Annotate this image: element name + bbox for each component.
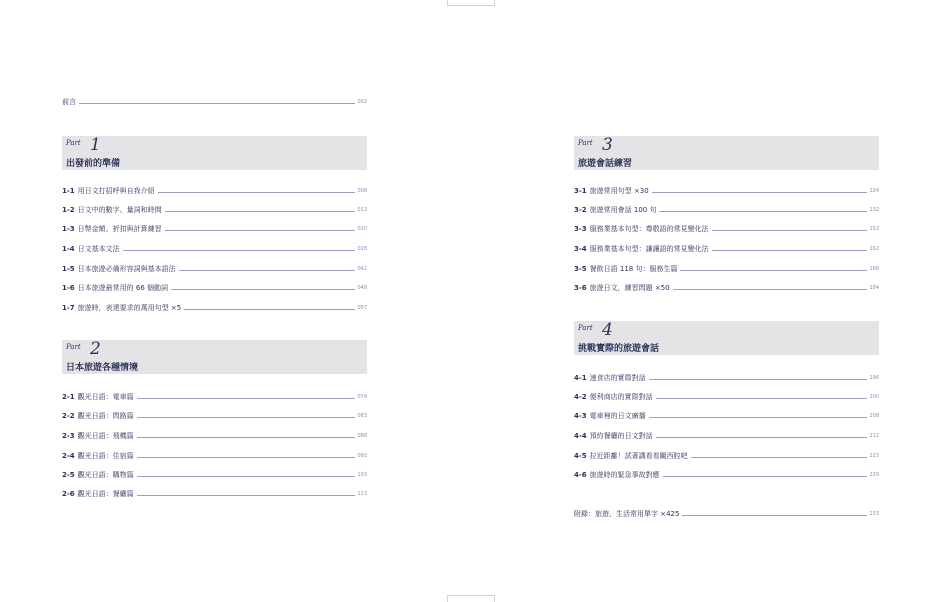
toc-page-number: 028 bbox=[357, 246, 367, 252]
toc-page-number: 229 bbox=[869, 472, 879, 478]
toc-entry[interactable] bbox=[62, 243, 367, 255]
part-title: 日本旅遊各種情境 bbox=[66, 363, 139, 373]
leader-line bbox=[673, 289, 868, 290]
leader-line bbox=[137, 457, 356, 458]
toc-page-number: 048 bbox=[357, 285, 367, 291]
toc-entry-number: 4-1 bbox=[574, 374, 587, 382]
toc-entry-number: 1-4 bbox=[62, 245, 75, 253]
toc-entry-text: 觀光日語：電車篇 bbox=[77, 393, 134, 401]
leader-line bbox=[663, 476, 868, 477]
toc-entry-number: 4-6 bbox=[574, 471, 587, 479]
toc-entry[interactable] bbox=[62, 391, 367, 403]
toc-page-number: 124 bbox=[869, 188, 879, 194]
toc-entry-number: 2-3 bbox=[62, 432, 75, 440]
toc-entry[interactable] bbox=[574, 372, 879, 384]
toc-entry[interactable] bbox=[62, 223, 367, 235]
toc-entry-number: 3-3 bbox=[574, 225, 587, 233]
toc-entry-number: 2-1 bbox=[62, 393, 75, 401]
toc-entry-number: 4-2 bbox=[574, 393, 587, 401]
toc-entry[interactable] bbox=[574, 185, 879, 197]
toc-entry-text: 旅遊常用會話 100 句 bbox=[589, 206, 657, 214]
part-number: 3 bbox=[602, 135, 613, 155]
toc-entry-text: 日本旅遊最常用的 66 個動詞 bbox=[77, 284, 169, 292]
toc-entry-number: 3-6 bbox=[574, 284, 587, 292]
toc-entry-number: 3-2 bbox=[574, 206, 587, 214]
part-number: 1 bbox=[90, 135, 101, 155]
toc-page-number: 113 bbox=[357, 491, 367, 497]
toc-entry[interactable] bbox=[62, 488, 367, 500]
toc-entry-number: 4-4 bbox=[574, 432, 587, 440]
part-label: Part bbox=[578, 324, 593, 332]
toc-entry-number: 3-4 bbox=[574, 245, 587, 253]
toc-entry[interactable] bbox=[62, 430, 367, 442]
leader-line bbox=[79, 103, 355, 104]
toc-entry[interactable] bbox=[62, 185, 367, 197]
toc-entry-text: 旅遊時，表達要求的萬用句型 ×5 bbox=[77, 304, 182, 312]
leader-line bbox=[171, 289, 355, 290]
part-title: 挑戰實際的旅遊會話 bbox=[578, 344, 660, 354]
toc-page-number: 074 bbox=[357, 394, 367, 400]
leader-line bbox=[158, 192, 356, 193]
toc-entry-number: 2-6 bbox=[62, 490, 75, 498]
leader-line bbox=[137, 398, 356, 399]
toc-entry-number: 1-6 bbox=[62, 284, 75, 292]
toc-entry-text: 日幣金額、折扣與計算練習 bbox=[77, 225, 162, 233]
toc-entry[interactable] bbox=[574, 204, 879, 216]
toc-entry-text: 旅遊時的緊急事故對應 bbox=[589, 471, 660, 479]
toc-page-number: 088 bbox=[357, 433, 367, 439]
toc-entry[interactable] bbox=[62, 204, 367, 216]
part-title: 出發前的準備 bbox=[66, 159, 121, 169]
toc-entry-text: 服務業基本句型：謙讓語的常見變化法 bbox=[589, 245, 709, 253]
toc-page-number: 013 bbox=[357, 207, 367, 213]
toc-page-number: 200 bbox=[869, 394, 879, 400]
toc-page-number: 223 bbox=[869, 453, 879, 459]
toc-entry[interactable] bbox=[62, 450, 367, 462]
toc-entry-text: 觀光日語：住宿篇 bbox=[77, 452, 134, 460]
part-number: 2 bbox=[90, 339, 101, 359]
toc-entry-text: 觀光日語：餐廳篇 bbox=[77, 490, 134, 498]
toc-page-number: 057 bbox=[357, 305, 367, 311]
toc-entry[interactable] bbox=[62, 263, 367, 275]
toc-entry-text: 日文中的數字、量詞和時間 bbox=[77, 206, 162, 214]
toc-page-number: 002 bbox=[357, 99, 367, 105]
toc-entry-number: 1-3 bbox=[62, 225, 75, 233]
toc-entry-text: 日文基本文法 bbox=[77, 245, 120, 253]
part-title: 旅遊會話練習 bbox=[578, 159, 633, 169]
toc-entry-text: 服務業基本句型：尊敬語的常見變化法 bbox=[589, 225, 709, 233]
part-label: Part bbox=[66, 139, 81, 147]
toc-entry[interactable] bbox=[574, 450, 879, 462]
part-header-3 bbox=[574, 136, 879, 170]
toc-entry-number: 3-5 bbox=[574, 265, 587, 273]
toc-entry[interactable] bbox=[574, 391, 879, 403]
leader-line bbox=[712, 230, 868, 231]
part-header-4 bbox=[574, 321, 879, 355]
toc-page-number: 168 bbox=[869, 266, 879, 272]
toc-entry-text: 旅遊日文，練習問題 ×50 bbox=[589, 284, 670, 292]
toc-page-number: 152 bbox=[869, 226, 879, 232]
part-label: Part bbox=[66, 343, 81, 351]
toc-entry[interactable] bbox=[574, 430, 879, 442]
leader-line bbox=[659, 211, 867, 212]
toc-page-number: 184 bbox=[869, 285, 879, 291]
toc-entry-number: 1-1 bbox=[62, 187, 75, 195]
leader-line bbox=[165, 211, 356, 212]
toc-entry-text: 電車裡的日文廣播 bbox=[589, 412, 646, 420]
leader-line bbox=[649, 417, 868, 418]
toc-entry-number: 2-4 bbox=[62, 452, 75, 460]
toc-page-number: 162 bbox=[869, 246, 879, 252]
toc-entry-text: 觀光日語：問路篇 bbox=[77, 412, 134, 420]
part-label: Part bbox=[578, 139, 593, 147]
toc-entry-preface[interactable] bbox=[62, 96, 367, 108]
toc-entry-text: 用日文打招呼與自我介紹 bbox=[77, 187, 155, 195]
toc-entry-text: 前言 bbox=[62, 98, 76, 106]
toc-entry-text: 觀光日語：購物篇 bbox=[77, 471, 134, 479]
part-header-1 bbox=[62, 136, 367, 170]
toc-page-number: 093 bbox=[357, 453, 367, 459]
toc-page-number: 083 bbox=[357, 413, 367, 419]
toc-entry[interactable] bbox=[62, 469, 367, 481]
toc-entry[interactable] bbox=[574, 243, 879, 255]
part-number: 4 bbox=[602, 320, 613, 340]
toc-entry-text: 日本旅遊必備形容詞與基本語法 bbox=[77, 265, 176, 273]
toc-page-number: 020 bbox=[357, 226, 367, 232]
leader-line bbox=[691, 457, 868, 458]
leader-line bbox=[137, 476, 356, 477]
toc-entry[interactable] bbox=[62, 282, 367, 294]
toc-page-number: 196 bbox=[869, 375, 879, 381]
page-tab-top bbox=[447, 0, 495, 6]
toc-entry-number: 3-1 bbox=[574, 187, 587, 195]
leader-line bbox=[165, 230, 356, 231]
toc-entry-text: 附錄：旅遊、生活常用單字 ×425 bbox=[574, 510, 680, 518]
toc-entry-text: 旅遊常用句型 ×30 bbox=[589, 187, 649, 195]
toc-entry-text: 速食店的實際對話 bbox=[589, 374, 646, 382]
toc-entry[interactable] bbox=[62, 302, 367, 314]
toc-page-number: 042 bbox=[357, 266, 367, 272]
toc-entry[interactable] bbox=[574, 469, 879, 481]
toc-entry-number: 4-5 bbox=[574, 452, 587, 460]
leader-line bbox=[656, 437, 868, 438]
toc-entry-text: 拉近距離！試著講看看關西腔吧 bbox=[589, 452, 688, 460]
toc-page-number: 208 bbox=[869, 413, 879, 419]
leader-line bbox=[179, 270, 356, 271]
leader-line bbox=[137, 437, 356, 438]
toc-entry[interactable] bbox=[62, 410, 367, 422]
toc-entry-number: 2-5 bbox=[62, 471, 75, 479]
toc-page-number: 008 bbox=[357, 188, 367, 194]
leader-line bbox=[680, 270, 867, 271]
part-header-2 bbox=[62, 340, 367, 374]
toc-entry-number: 1-5 bbox=[62, 265, 75, 273]
toc-entry[interactable] bbox=[574, 282, 879, 294]
leader-line bbox=[712, 250, 868, 251]
leader-line bbox=[649, 379, 868, 380]
toc-page-number: 212 bbox=[869, 433, 879, 439]
toc-entry[interactable] bbox=[574, 410, 879, 422]
leader-line bbox=[656, 398, 868, 399]
toc-page-number: 103 bbox=[357, 472, 367, 478]
leader-line bbox=[137, 417, 356, 418]
page-tab-bottom bbox=[447, 595, 495, 602]
leader-line bbox=[123, 250, 356, 251]
toc-entry-number: 4-3 bbox=[574, 412, 587, 420]
toc-page-number: 233 bbox=[869, 511, 879, 517]
leader-line bbox=[682, 515, 867, 516]
toc-entry-text: 便利商店的實際對話 bbox=[589, 393, 653, 401]
leader-line bbox=[137, 495, 356, 496]
toc-entry-number: 1-7 bbox=[62, 304, 75, 312]
toc-entry-number: 2-2 bbox=[62, 412, 75, 420]
toc-entry-appendix[interactable] bbox=[574, 508, 879, 520]
leader-line bbox=[652, 192, 868, 193]
toc-page-number: 132 bbox=[869, 207, 879, 213]
toc-entry-text: 餐飲日語 118 句：服務生篇 bbox=[589, 265, 678, 273]
toc-entry-number: 1-2 bbox=[62, 206, 75, 214]
toc-entry-text: 預約餐廳的日文對話 bbox=[589, 432, 653, 440]
leader-line bbox=[184, 309, 355, 310]
toc-entry[interactable] bbox=[574, 223, 879, 235]
toc-entry-text: 觀光日語：飛機篇 bbox=[77, 432, 134, 440]
toc-entry[interactable] bbox=[574, 263, 879, 275]
